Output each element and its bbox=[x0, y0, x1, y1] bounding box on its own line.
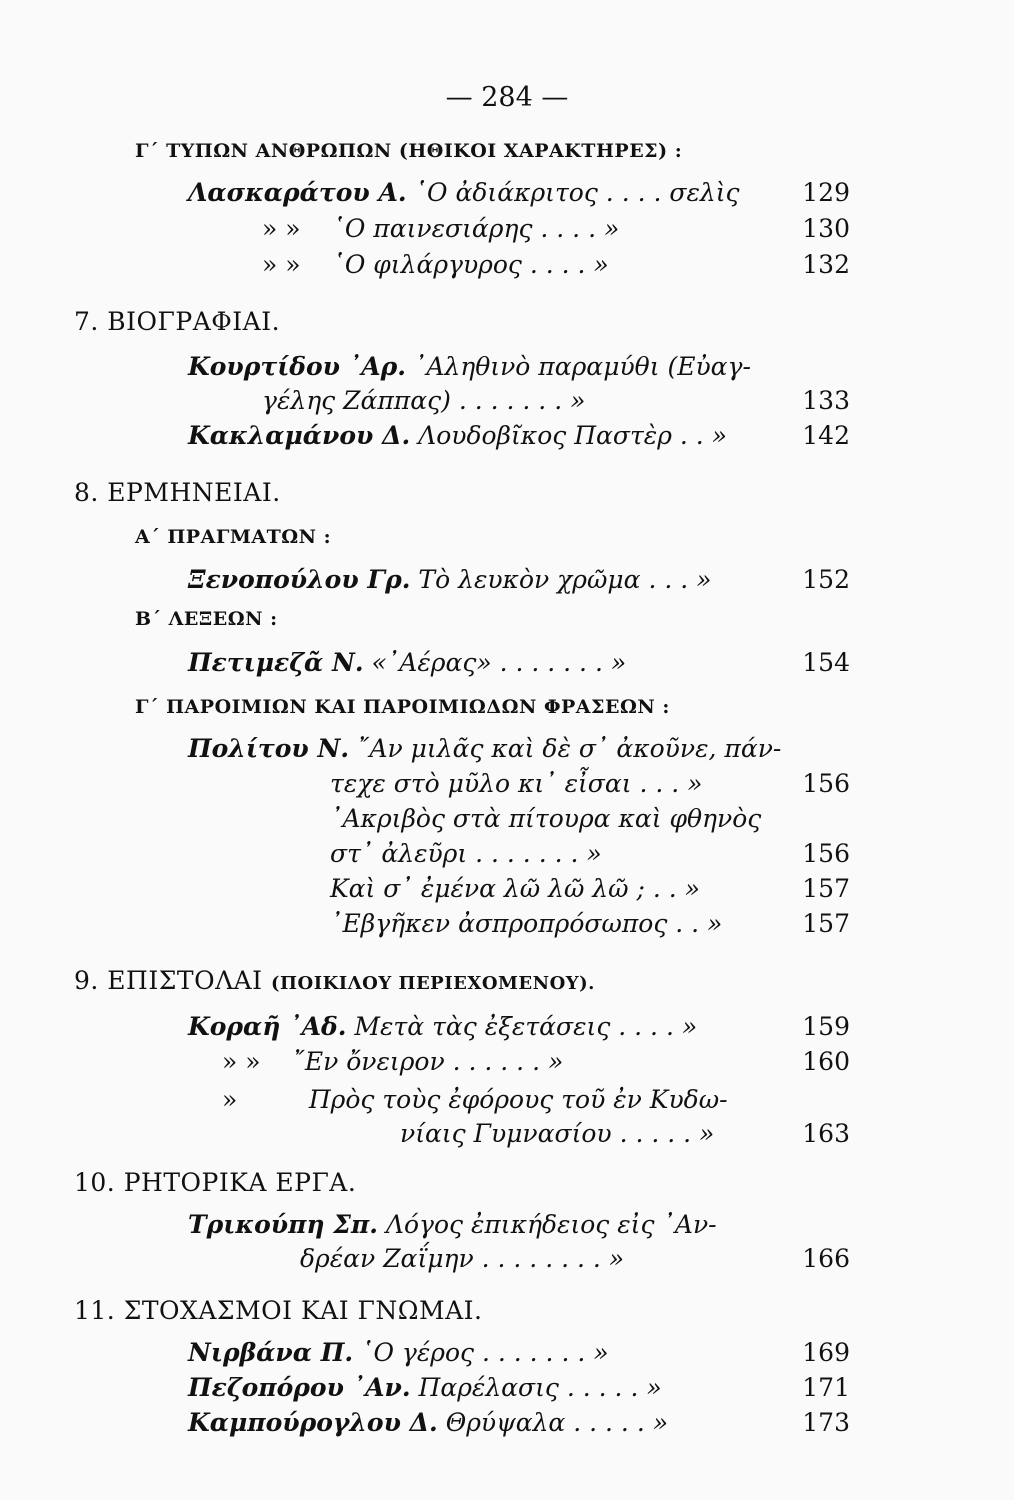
entry-page: 133 bbox=[802, 386, 850, 415]
entry-page: 159 bbox=[802, 1012, 850, 1041]
entry-politou bbox=[188, 732, 850, 766]
entry-kourtidou-cont bbox=[262, 384, 850, 418]
entry-title: Τὸ λευκὸν χρῶμα . . . » bbox=[418, 565, 712, 594]
section-9-title: 9. ΕΠΙΣΤΟΛΑΙ bbox=[74, 966, 263, 995]
entry-laskaratou-2 bbox=[262, 212, 850, 246]
entry-xenopoulou bbox=[188, 563, 850, 597]
entry-author: Λασκαράτου Α. bbox=[188, 178, 407, 207]
entry-kourtidou bbox=[188, 350, 850, 384]
entry-title: ῾Ο παινεσιάρης . . . . » bbox=[332, 214, 620, 243]
entry-author: Πολίτου Ν. bbox=[188, 734, 350, 763]
entry-proverb-4 bbox=[330, 907, 850, 941]
entry-page: 169 bbox=[802, 1338, 850, 1367]
entry-kaklamanou bbox=[188, 419, 850, 453]
entry-laskaratou-3 bbox=[262, 248, 850, 282]
entry-author: Κοραῆ ᾿Αδ. bbox=[188, 1012, 347, 1041]
entry-page: 129 bbox=[802, 178, 850, 207]
entry-page: 160 bbox=[802, 1047, 850, 1076]
entry-laskaratou-1 bbox=[188, 176, 850, 210]
entry-title: ῾Ο γέρος . . . . . . . » bbox=[360, 1338, 609, 1367]
entry-author: Κουρτίδου ᾿Αρ. bbox=[188, 352, 406, 381]
entry-title: γέλης Ζάππας) . . . . . . . » bbox=[262, 386, 586, 415]
section-9-note: (ΠΟΙΚΙΛΟΥ ΠΕΡΙΕΧΟΜΕΝΟΥ). bbox=[271, 973, 595, 994]
entry-page: 142 bbox=[802, 421, 850, 450]
entry-author: Νιρβάνα Π. bbox=[188, 1338, 354, 1367]
entry-trikoupi-cont bbox=[300, 1242, 850, 1276]
entry-author: Καμπούρογλου Δ. bbox=[188, 1408, 438, 1437]
entry-pezoporou bbox=[188, 1371, 850, 1405]
entry-page: 156 bbox=[802, 769, 850, 798]
entry-proverb-2 bbox=[330, 802, 850, 836]
section-10-heading: 10. ΡΗΤΟΡΙΚΑ ΕΡΓΑ. bbox=[74, 1168, 357, 1197]
entry-korai-3 bbox=[222, 1083, 850, 1117]
section-7-heading: 7. ΒΙΟΓΡΑΦΙΑΙ. bbox=[74, 307, 281, 336]
entry-page: 154 bbox=[802, 648, 850, 677]
entry-title: Λόγος ἐπικήδειος εἰς ᾿Αν- bbox=[385, 1210, 717, 1239]
entry-trikoupi bbox=[188, 1208, 850, 1242]
entry-title: Πρὸς τοὺς ἐφόρους τοῦ ἐν Κυδω- bbox=[308, 1085, 728, 1114]
entry-petimeza bbox=[188, 646, 850, 680]
entry-title: ῎Αν μιλᾶς καὶ δὲ σ᾿ ἀκοῦνε, πάν- bbox=[356, 734, 782, 763]
entry-page: 130 bbox=[802, 214, 850, 243]
entry-page: 157 bbox=[802, 874, 850, 903]
ditto-mark: » » bbox=[262, 214, 301, 243]
page-number: — 284 — bbox=[445, 82, 569, 113]
entry-author: Κακλαμάνου Δ. bbox=[188, 421, 411, 450]
entry-title: τεχε στὸ μῦλο κι᾿ εἶσαι . . . » bbox=[330, 769, 703, 798]
entry-title: Λουδοβῖκος Παστὲρ . . » bbox=[418, 421, 727, 450]
entry-title: ᾿Αληθινὸ παραμύθι (Εὐαγ- bbox=[413, 352, 751, 381]
entry-title: ῾Ο φιλάργυρος . . . . » bbox=[332, 250, 609, 279]
entry-page: 132 bbox=[802, 250, 850, 279]
entry-page: 157 bbox=[802, 909, 850, 938]
entry-title: «᾿Αέρας» . . . . . . . » bbox=[371, 648, 627, 677]
ditto-mark: » » bbox=[222, 1047, 261, 1076]
entry-author: Πετιμεζᾶ Ν. bbox=[188, 648, 364, 677]
entry-title: στ᾿ ἀλεῦρι . . . . . . . » bbox=[330, 839, 602, 868]
entry-korai-1 bbox=[188, 1010, 850, 1044]
entry-page: 152 bbox=[802, 565, 850, 594]
entry-author: Ξενοπούλου Γρ. bbox=[188, 565, 411, 594]
entry-title: Μετὰ τὰς ἐξετάσεις . . . . » bbox=[354, 1012, 698, 1041]
entry-page: 163 bbox=[802, 1119, 850, 1148]
entry-author: Πεζοπόρου ᾿Αν. bbox=[188, 1373, 411, 1402]
entry-title: νίαις Γυμνασίου . . . . . » bbox=[400, 1119, 715, 1148]
entry-page: 166 bbox=[802, 1244, 850, 1273]
entry-korai-2 bbox=[222, 1045, 850, 1079]
section-11-heading: 11. ΣΤΟΧΑΣΜΟΙ ΚΑΙ ΓΝΩΜΑΙ. bbox=[74, 1296, 483, 1325]
entry-proverb-3 bbox=[330, 872, 850, 906]
subheading-pragmaton: Α΄ ΠΡΑΓΜΑΤΩΝ : bbox=[135, 526, 332, 548]
entry-title: Παρέλασις . . . . . » bbox=[418, 1373, 662, 1402]
entry-title: ῾Ο ἀδιάκριτος . . . . σελὶς bbox=[414, 178, 740, 207]
ditto-mark: » bbox=[222, 1085, 238, 1114]
ditto-mark: » » bbox=[262, 250, 301, 279]
entry-proverb-2-cont bbox=[330, 837, 850, 871]
entry-politou-cont bbox=[330, 767, 850, 801]
entry-nirvana bbox=[188, 1336, 850, 1370]
entry-title: ᾿Ακριβὸς στὰ πίτουρα καὶ φθηνὸς bbox=[330, 804, 762, 833]
subheading-paroimion: Γ΄ ΠΑΡΟΙΜΙΩΝ ΚΑΙ ΠΑΡΟΙΜΙΩΔΩΝ ΦΡΑΣΕΩΝ : bbox=[135, 696, 670, 718]
entry-kampouroglou bbox=[188, 1406, 850, 1440]
entry-title: ᾿Εβγῆκεν ἀσπροπρόσωπος . . » bbox=[330, 909, 723, 938]
section-9-heading bbox=[74, 966, 595, 995]
entry-page: 171 bbox=[802, 1373, 850, 1402]
entry-title: ῎Εν ὄνειρον . . . . . . » bbox=[292, 1047, 564, 1076]
subheading-lexeon: Β΄ ΛΕΞΕΩΝ : bbox=[135, 608, 278, 630]
entry-title: δρέαν Ζαΐμην . . . . . . . . » bbox=[300, 1244, 625, 1273]
entry-title: Καὶ σ᾿ ἐμένα λῶ λῶ λῶ ; . . » bbox=[330, 874, 700, 903]
entry-page: 156 bbox=[802, 839, 850, 868]
entry-author: Τρικούπη Σπ. bbox=[188, 1210, 378, 1239]
entry-title: Θρύψαλα . . . . . » bbox=[445, 1408, 669, 1437]
section-8-heading: 8. ΕΡΜΗΝΕΙΑΙ. bbox=[74, 478, 281, 507]
subheading-typon: Γ΄ ΤΥΠΩΝ ΑΝΘΡΩΠΩΝ (ΗΘΙΚΟΙ ΧΑΡΑΚΤΗΡΕΣ) : bbox=[135, 140, 683, 162]
entry-korai-3-cont bbox=[400, 1117, 850, 1151]
entry-page: 173 bbox=[802, 1408, 850, 1437]
